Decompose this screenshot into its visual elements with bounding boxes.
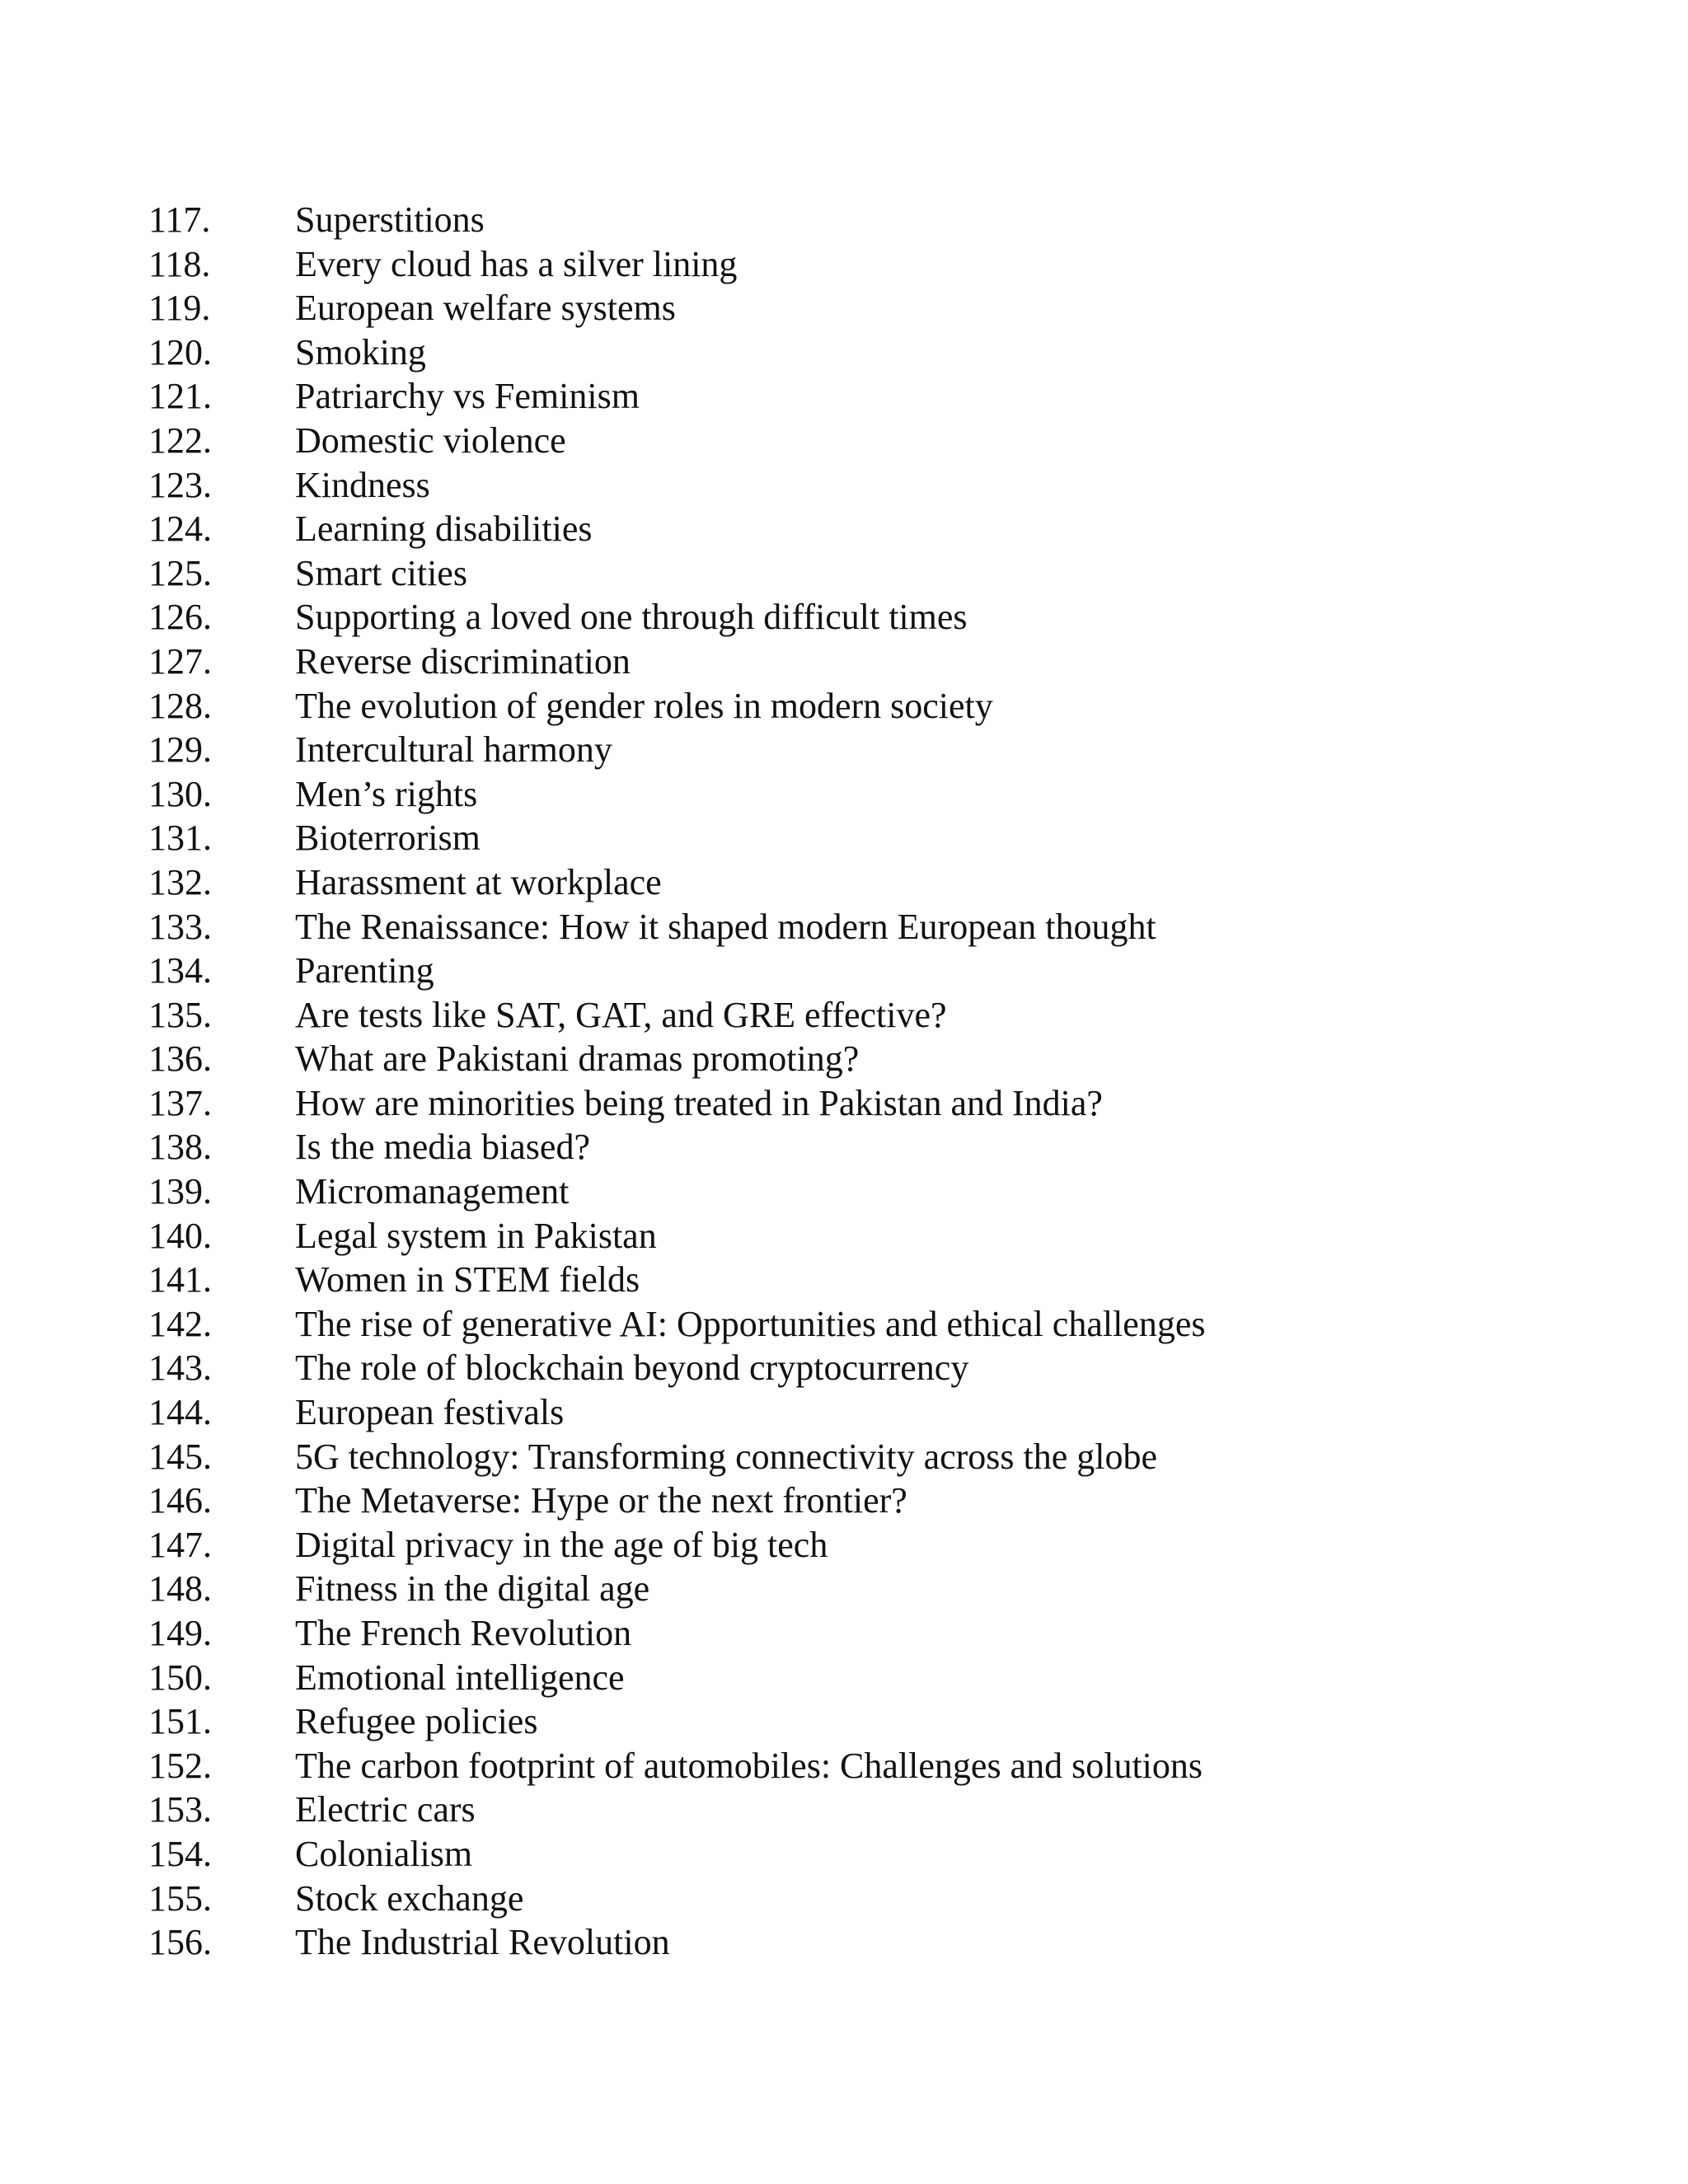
item-number: 149.	[148, 1613, 212, 1653]
list-item	[148, 507, 1550, 551]
item-number: 154.	[148, 1833, 212, 1874]
item-number: 135.	[148, 994, 212, 1035]
item-text: Domestic violence	[295, 419, 566, 461]
list-item	[148, 684, 1550, 729]
item-number: 144.	[148, 1392, 212, 1433]
list-item	[148, 1920, 1550, 1965]
item-text: Stock exchange	[295, 1877, 524, 1919]
item-number: 156.	[148, 1922, 212, 1963]
list-item	[148, 1479, 1550, 1523]
item-text: The Renaissance: How it shaped modern European thought	[295, 906, 1156, 947]
item-text: Is the media biased?	[295, 1127, 590, 1168]
list-item	[148, 1214, 1550, 1258]
item-text: Reverse discrimination	[295, 640, 631, 682]
list-item	[148, 1832, 1550, 1877]
item-number: 132.	[148, 861, 212, 902]
list-item	[148, 1877, 1550, 1921]
list-item	[148, 1567, 1550, 1611]
list-item	[148, 1081, 1550, 1126]
item-number: 146.	[148, 1480, 212, 1521]
item-number: 139.	[148, 1171, 212, 1212]
item-text: Patriarchy vs Feminism	[295, 376, 640, 417]
item-text: Harassment at workplace	[295, 861, 662, 902]
item-number: 148.	[148, 1568, 212, 1610]
item-text: Legal system in Pakistan	[295, 1215, 657, 1256]
item-number: 147.	[148, 1524, 212, 1565]
item-text: Intercultural harmony	[295, 729, 612, 771]
list-item	[148, 1656, 1550, 1700]
item-text: Smart cities	[295, 552, 467, 593]
list-item	[148, 1258, 1550, 1302]
item-text: Are tests like SAT, GAT, and GRE effective?	[295, 994, 947, 1035]
list-item	[148, 993, 1550, 1038]
list-item	[148, 1346, 1550, 1390]
item-text: The carbon footprint of automobiles: Challenges and solutions	[295, 1745, 1203, 1786]
item-text: European welfare systems	[295, 288, 676, 329]
item-number: 133.	[148, 906, 212, 947]
item-text: The Industrial Revolution	[295, 1922, 670, 1963]
list-item	[148, 949, 1550, 993]
item-number: 118.	[148, 243, 211, 284]
item-text: The evolution of gender roles in modern society	[295, 685, 993, 726]
list-item	[148, 551, 1550, 596]
item-text: Women in STEM fields	[295, 1259, 640, 1301]
item-text: Refugee policies	[295, 1701, 538, 1742]
item-number: 141.	[148, 1259, 212, 1301]
list-item	[148, 1523, 1550, 1568]
item-number: 155.	[148, 1877, 212, 1919]
item-text: 5G technology: Transforming connectivity across the globe	[295, 1436, 1158, 1477]
item-text: European festivals	[295, 1392, 565, 1433]
item-number: 152.	[148, 1745, 212, 1786]
topic-list	[148, 198, 1550, 1965]
item-text: How are minorities being treated in Pakistan and India?	[295, 1082, 1103, 1123]
item-number: 145.	[148, 1436, 212, 1477]
list-item	[148, 1037, 1550, 1081]
item-text: Smoking	[295, 331, 426, 373]
item-number: 130.	[148, 773, 212, 814]
item-text: Every cloud has a silver lining	[295, 243, 738, 284]
list-item	[148, 860, 1550, 905]
item-text: Men’s rights	[295, 773, 478, 814]
list-item	[148, 463, 1550, 508]
item-number: 136.	[148, 1038, 212, 1080]
item-text: Superstitions	[295, 199, 485, 240]
list-item	[148, 816, 1550, 860]
item-text: What are Pakistani dramas promoting?	[295, 1038, 860, 1080]
item-text: The French Revolution	[295, 1613, 632, 1653]
item-number: 129.	[148, 729, 212, 771]
item-number: 143.	[148, 1347, 212, 1389]
item-number: 153.	[148, 1789, 212, 1830]
item-text: Digital privacy in the age of big tech	[295, 1524, 828, 1565]
item-number: 134.	[148, 950, 212, 991]
item-text: Emotional intelligence	[295, 1657, 625, 1698]
item-number: 124.	[148, 509, 212, 550]
item-number: 150.	[148, 1657, 212, 1698]
item-number: 151.	[148, 1701, 212, 1742]
list-item	[148, 198, 1550, 242]
item-text: Electric cars	[295, 1789, 476, 1830]
list-item	[148, 374, 1550, 419]
item-text: Learning disabilities	[295, 509, 593, 550]
list-item	[148, 1435, 1550, 1479]
item-number: 123.	[148, 464, 212, 505]
item-number: 140.	[148, 1215, 212, 1256]
item-number: 142.	[148, 1303, 212, 1344]
list-item	[148, 286, 1550, 330]
item-text: The Metaverse: Hype or the next frontier?	[295, 1480, 907, 1521]
item-number: 117.	[148, 199, 211, 240]
list-item	[148, 1169, 1550, 1214]
item-number: 138.	[148, 1127, 212, 1168]
item-text: Kindness	[295, 464, 430, 505]
list-item	[148, 1788, 1550, 1832]
list-item	[148, 242, 1550, 287]
item-number: 126.	[148, 597, 212, 638]
list-item	[148, 1611, 1550, 1656]
item-number: 137.	[148, 1082, 212, 1123]
item-number: 131.	[148, 818, 212, 859]
list-item	[148, 1390, 1550, 1435]
item-number: 125.	[148, 552, 212, 593]
item-number: 122.	[148, 419, 212, 461]
item-text: Parenting	[295, 950, 434, 991]
list-item	[148, 640, 1550, 684]
item-text: Colonialism	[295, 1833, 473, 1874]
list-item	[148, 330, 1550, 375]
item-text: Micromanagement	[295, 1171, 570, 1212]
list-item	[148, 905, 1550, 949]
list-item	[148, 1302, 1550, 1347]
item-text: Supporting a loved one through difficult times	[295, 597, 968, 638]
item-text: Fitness in the digital age	[295, 1568, 650, 1610]
item-text: The rise of generative AI: Opportunities and ethical challenges	[295, 1303, 1206, 1344]
list-item	[148, 595, 1550, 640]
list-item	[148, 728, 1550, 772]
list-item	[148, 1699, 1550, 1744]
item-number: 119.	[148, 288, 211, 329]
item-text: The role of blockchain beyond cryptocurrency	[295, 1347, 969, 1389]
list-item	[148, 772, 1550, 817]
item-number: 127.	[148, 640, 212, 682]
item-number: 121.	[148, 376, 212, 417]
list-item	[148, 419, 1550, 463]
list-item	[148, 1744, 1550, 1788]
item-number: 128.	[148, 685, 212, 726]
item-number: 120.	[148, 331, 212, 373]
list-item	[148, 1125, 1550, 1169]
item-text: Bioterrorism	[295, 818, 481, 859]
